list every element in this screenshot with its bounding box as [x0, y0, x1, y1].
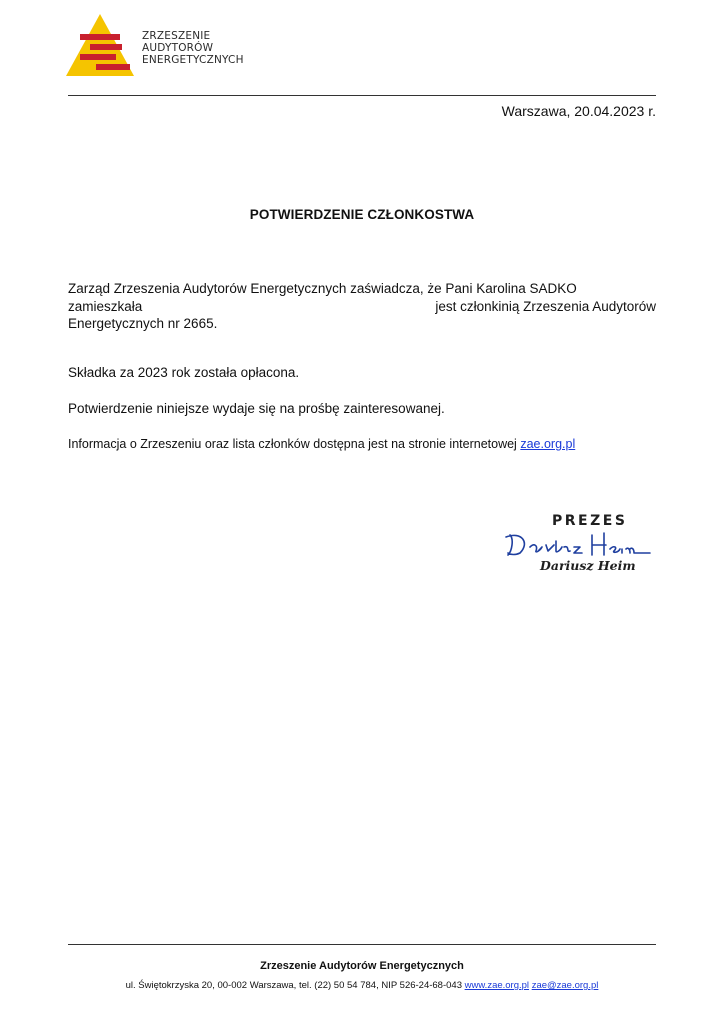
membership-paragraph	[68, 280, 656, 333]
membership-status-text: jest członkinią Zrzeszenia Audytorów	[435, 298, 656, 314]
handwritten-signature-icon	[500, 527, 660, 561]
logo-line-1: ZRZESZENIE	[142, 30, 211, 42]
logo-bar-1	[80, 34, 120, 40]
signature-block	[500, 505, 660, 585]
footer-org-name: Zrzeszenie Audytorów Energetycznych	[260, 960, 464, 972]
signature-title: PREZES	[552, 513, 628, 529]
footer-website-link[interactable]: www.zae.org.pl	[464, 980, 530, 991]
membership-line-1-text: Zarząd Zrzeszenia Audytorów Energetycznych zaświadcza, że Pani Karolina SADKO	[68, 281, 577, 296]
header-divider	[68, 95, 656, 96]
footer-email-link[interactable]: zae@zae.org.pl	[531, 980, 599, 991]
residence-label: zamieszkała	[68, 298, 143, 314]
logo-bar-3	[80, 54, 116, 60]
membership-line-3: Energetycznych nr 2665.	[68, 316, 218, 331]
logo-line-3: ENERGETYCZNYCH	[142, 54, 244, 66]
logo-wordmark	[142, 30, 244, 66]
signatory-name: Dariusz Heim	[540, 558, 636, 573]
request-paragraph: Potwierdzenie niniejsze wydaje się na prośbę zainteresowanej.	[68, 401, 445, 416]
footer-address: ul. Świętokrzyska 20, 00-002 Warszawa, tel. (22) 50 54 784, NIP 526-24-68-043	[125, 980, 462, 991]
website-link[interactable]: zae.org.pl	[520, 437, 576, 451]
logo-bar-2	[90, 44, 122, 50]
info-paragraph	[68, 436, 656, 454]
document-title: POTWIERDZENIE CZŁONKOSTWA	[249, 207, 475, 222]
footer-contact	[0, 980, 724, 991]
info-text: Informacja o Zrzeszeniu oraz lista członków dostępna jest na stronie internetowej	[68, 437, 517, 451]
membership-line-2	[68, 298, 656, 316]
logo-mark-icon	[66, 12, 136, 78]
membership-line-1	[68, 280, 656, 298]
document-date: Warszawa, 20.04.2023 r.	[501, 103, 656, 119]
organization-logo	[66, 12, 256, 82]
logo-line-2: AUDYTORÓW	[142, 42, 214, 54]
logo-bar-4	[96, 64, 130, 70]
footer-divider	[68, 944, 656, 945]
fee-paragraph: Składka za 2023 rok została opłacona.	[68, 365, 300, 380]
